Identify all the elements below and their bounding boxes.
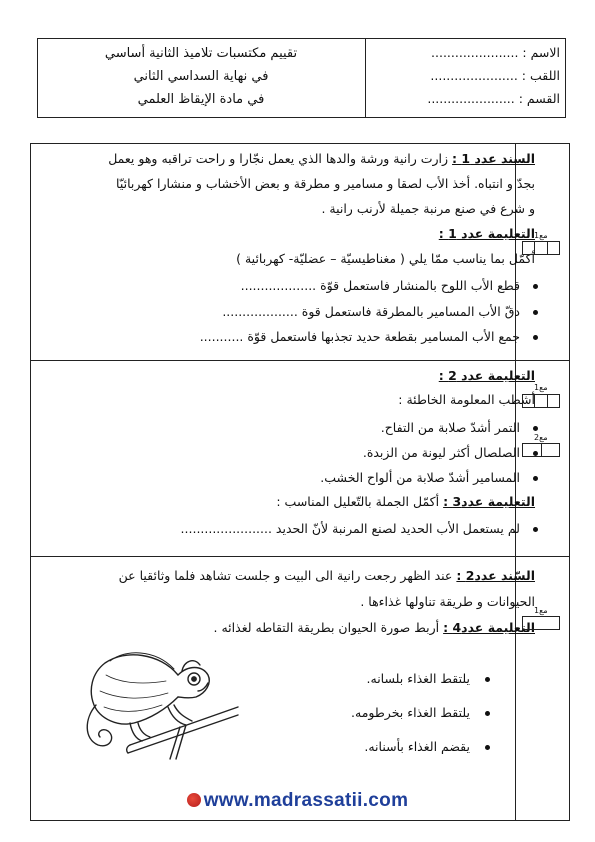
support2-line1: عند الظهر رجعت رانية الى البيت و جلست تشاهد فلما وثائقيا عن: [118, 568, 453, 583]
instruction2-item-2: الصلصال أكثر ليونة من الزبدة.: [362, 445, 520, 460]
score-box: [522, 394, 560, 408]
score-box-divider: [534, 394, 535, 408]
score-box: [522, 616, 560, 630]
instruction3-item: لم يستعمل الأب الحديد لصنع المرنبة لأنّ الحديد .......................: [180, 521, 520, 536]
support1-text-line2: بجدّ و انتباه. أخذ الأب لصقا و مسامير و مطرقة و بعض الأخشاب و منشارا كهربائيّا: [116, 176, 535, 191]
support2-label: السّند عدد2 :: [456, 568, 535, 583]
header-divider: [365, 38, 366, 118]
instruction2-item-3: المسامير أشدّ صلابة من ألواح الخشب.: [320, 470, 520, 485]
bullet: [533, 284, 538, 289]
bullet: [533, 527, 538, 532]
instruction2-item-1: التمر أشدّ صلابة من التفاح.: [380, 420, 520, 435]
instruction3-line: [276, 494, 535, 509]
exam-title-line3: في مادة الإيقاظ العلمي: [137, 92, 265, 107]
exam-title-line2: في نهاية السداسي الثاني: [133, 69, 269, 84]
surname-field-label: اللقب : ......................: [430, 68, 560, 83]
score-label: مع1: [534, 383, 548, 392]
score-label: مع2: [534, 433, 548, 442]
score-box-divider: [541, 443, 542, 457]
instruction2-label: التعليمة عدد 2 :: [438, 368, 535, 383]
instruction1-text: أكمّل بما يناسب ممّا يلي ( مغناطيسيّة – عضليّة- كهربائية ): [236, 251, 535, 266]
support2-text-line2: الحيوانات و طريقة تناولها غذاءها .: [360, 594, 535, 609]
instruction1-label: التعليمة عدد 1 :: [438, 226, 535, 241]
instruction1-item-3: جمع الأب المسامير بقطعة حديد تجذبها فاستعمل قوّة ...........: [199, 329, 520, 344]
footer-website[interactable]: [0, 790, 595, 812]
bullet: [533, 310, 538, 315]
support1-text-line3: و شرع في صنع مرنبة جميلة لأرنب رانية .: [321, 201, 535, 216]
bullet: [533, 426, 538, 431]
instruction3-text: أكمّل الجملة بالتّعليل المناسب :: [276, 494, 440, 509]
score-box-divider: [547, 394, 548, 408]
support1-text-line1: [108, 151, 535, 166]
instruction2-text: أشطب المعلومة الخاطئة :: [398, 392, 535, 407]
section-divider-2: [30, 556, 570, 557]
instruction4-item-3: يقضم الغذاء بأسنانه.: [364, 739, 470, 754]
exam-title-line1: تقييم مكتسبات تلاميذ الثانية أساسي: [104, 46, 298, 61]
instruction4-item-2: يلتقط الغذاء بخرطومه.: [351, 705, 470, 720]
website-link[interactable]: www.madrassatii.com: [203, 790, 409, 811]
score-label: مع1: [534, 606, 548, 615]
bullet: [485, 677, 490, 682]
score-box-divider: [547, 241, 548, 255]
instruction4-line: [214, 620, 535, 635]
instruction1-item-2: دقّ الأب المسامير بالمطرقة فاستعمل قوة ...................: [222, 304, 520, 319]
bullet: [533, 335, 538, 340]
support1-line1: زارت رانية ورشة والدها الذي يعمل نجّارا و راحت تراقبه وهو يعمل: [108, 151, 449, 166]
globe-icon: [187, 793, 201, 807]
instruction4-item-1: يلتقط الغذاء بلسانه.: [366, 671, 470, 686]
instruction1-item-1: قطع الأب اللوح بالمنشار فاستعمل قوّة ...................: [240, 278, 520, 293]
section-divider-1: [30, 360, 570, 361]
support1-label: السند عدد 1 :: [452, 151, 535, 166]
instruction4-label: التعليمة عدد4 :: [443, 620, 535, 635]
support2-text-line1: [119, 568, 535, 583]
bullet: [485, 745, 490, 750]
name-field-label: الاسم : ......................: [431, 45, 560, 60]
chameleon-illustration: [70, 635, 240, 765]
score-box: [522, 241, 560, 255]
class-field-label: القسم : ......................: [427, 91, 560, 106]
bullet: [533, 476, 538, 481]
bullet: [485, 711, 490, 716]
instruction4-text: أربط صورة الحيوان بطريقة التقاطه لغذائه .: [213, 620, 440, 635]
instruction3-label: التعليمة عدد3 :: [443, 494, 535, 509]
score-label: مع1: [534, 231, 548, 240]
score-box-divider: [534, 241, 535, 255]
